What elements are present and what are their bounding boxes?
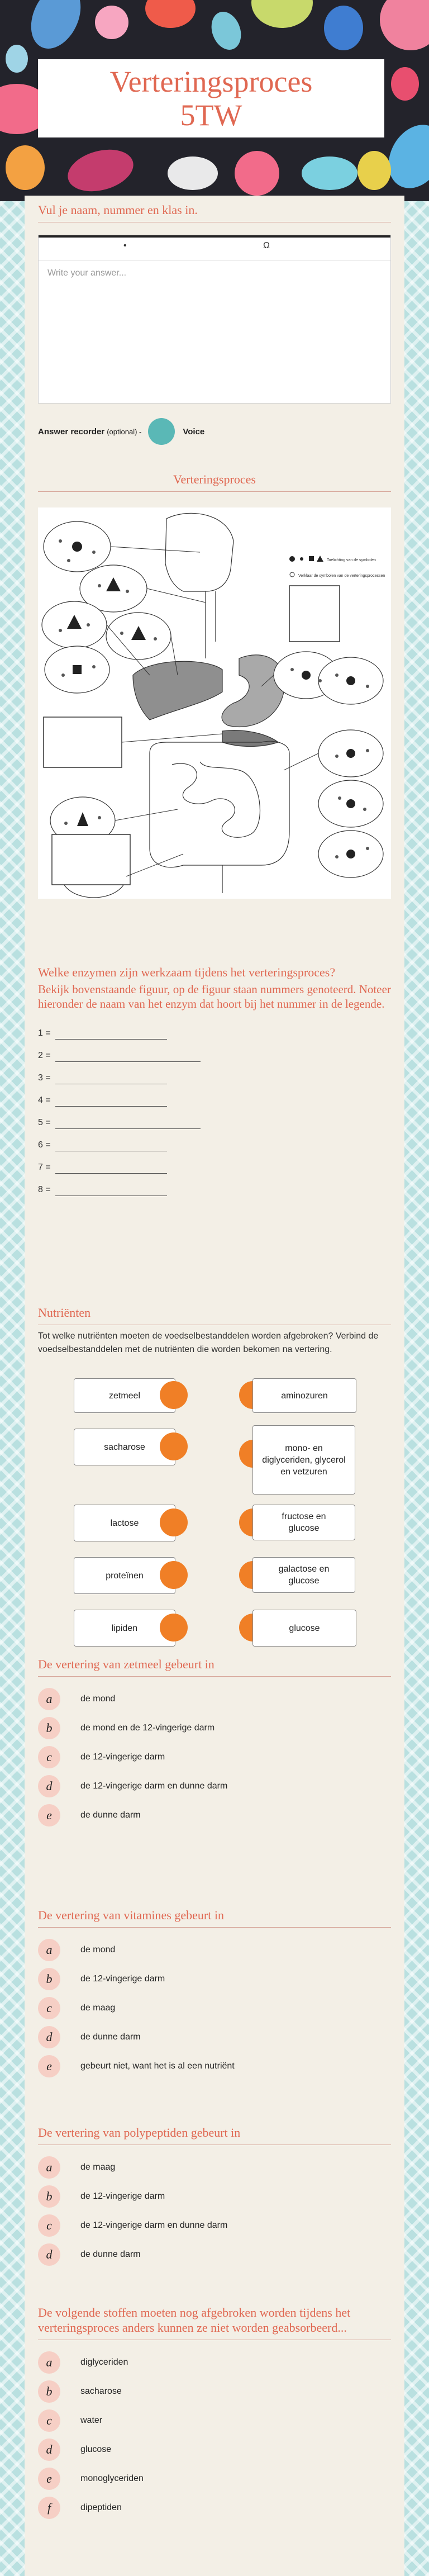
match-left-lactose[interactable]: lactose bbox=[74, 1505, 175, 1541]
enzyme-blank[interactable] bbox=[55, 1183, 167, 1196]
option-e[interactable] bbox=[38, 2052, 391, 2081]
name-section-title: Vul je naam, nummer en klas in. bbox=[38, 202, 391, 222]
decor-blob bbox=[324, 6, 363, 50]
option-c[interactable] bbox=[38, 1743, 391, 1772]
enzyme-line bbox=[38, 1134, 391, 1156]
label-box-2 bbox=[52, 834, 130, 885]
match-left-lipiden[interactable]: lipiden bbox=[74, 1610, 175, 1647]
option-letter: b bbox=[38, 2185, 60, 2208]
option-letter: f bbox=[38, 2497, 60, 2519]
enzyme-blank[interactable] bbox=[55, 1116, 201, 1129]
decor-blob bbox=[251, 0, 313, 28]
enzymes-section bbox=[38, 965, 391, 1201]
enzyme-line bbox=[38, 1067, 391, 1089]
answer-placeholder: Write your answer... bbox=[47, 268, 127, 278]
match-dot-left[interactable] bbox=[160, 1432, 188, 1460]
decor-blob bbox=[380, 0, 429, 50]
decor-blob bbox=[145, 0, 196, 28]
option-letter: a bbox=[38, 1688, 60, 1710]
option-list bbox=[38, 1685, 391, 1830]
option-b[interactable] bbox=[38, 1965, 391, 1994]
match-dot-left[interactable] bbox=[160, 1561, 188, 1589]
enzyme-line-label: 8 = bbox=[38, 1185, 51, 1194]
match-dot-left[interactable] bbox=[160, 1381, 188, 1409]
enzyme-line-label: 6 = bbox=[38, 1140, 51, 1150]
question-vitamines bbox=[38, 1908, 391, 2081]
decor-blob bbox=[391, 67, 419, 101]
nutrients-text: Tot welke nutriënten moeten de voedselbestanddelen worden afgebroken? Verbind de voedselbestanddelen met de nutriënten die worden bekomen na vertering. bbox=[38, 1331, 379, 1354]
enzyme-line-label: 5 = bbox=[38, 1118, 51, 1127]
option-c[interactable] bbox=[38, 1994, 391, 2023]
digestion-diagram-svg bbox=[38, 507, 391, 899]
worksheet-paper bbox=[25, 196, 404, 2576]
option-d[interactable] bbox=[38, 1772, 391, 1801]
option-c[interactable] bbox=[38, 2406, 391, 2435]
option-letter: d bbox=[38, 2439, 60, 2461]
liver bbox=[133, 661, 222, 720]
enzyme-blank[interactable] bbox=[55, 1071, 167, 1084]
option-letter: e bbox=[38, 2055, 60, 2077]
option-letter: c bbox=[38, 1997, 60, 2019]
name-section bbox=[38, 202, 391, 445]
option-text: monoglyceriden bbox=[80, 2474, 144, 2483]
decor-blob bbox=[358, 151, 391, 190]
match-dot-left[interactable] bbox=[160, 1508, 188, 1536]
option-text: de mond bbox=[80, 1694, 116, 1704]
stomach bbox=[222, 655, 284, 727]
digestion-diagram bbox=[38, 507, 391, 899]
match-dot-left[interactable] bbox=[160, 1614, 188, 1642]
enzyme-blank[interactable] bbox=[55, 1161, 167, 1174]
answer-toolbar bbox=[39, 235, 390, 260]
option-text: de mond bbox=[80, 1945, 116, 1954]
option-letter: e bbox=[38, 1804, 60, 1827]
answer-recorder bbox=[38, 418, 391, 445]
option-f[interactable] bbox=[38, 2493, 391, 2522]
option-e[interactable] bbox=[38, 1801, 391, 1830]
enzyme-line bbox=[38, 1022, 391, 1045]
option-text: de dunne darm bbox=[80, 2250, 141, 2259]
name-answer-box[interactable] bbox=[38, 235, 391, 404]
enzyme-line bbox=[38, 1179, 391, 1201]
process-section-title: Verteringsproces bbox=[38, 472, 391, 492]
option-a[interactable] bbox=[38, 1935, 391, 1965]
option-b[interactable] bbox=[38, 2182, 391, 2211]
option-text: glucose bbox=[80, 2445, 112, 2454]
question-title: De vertering van vitamines gebeurt in bbox=[38, 1908, 391, 1928]
option-a[interactable] bbox=[38, 2348, 391, 2377]
option-letter: b bbox=[38, 1717, 60, 1739]
match-left-proteinen[interactable]: proteïnen bbox=[74, 1557, 175, 1594]
option-letter: e bbox=[38, 2468, 60, 2490]
enzyme-line bbox=[38, 1089, 391, 1112]
matching-area bbox=[25, 1378, 404, 1669]
large-intestine bbox=[150, 741, 289, 867]
decor-blob bbox=[21, 0, 90, 56]
decor-blob bbox=[235, 151, 279, 196]
header-banner bbox=[0, 0, 429, 201]
option-letter: a bbox=[38, 2351, 60, 2374]
option-letter: d bbox=[38, 2026, 60, 2048]
option-text: de 12-vingerige darm en dunne darm bbox=[80, 2221, 228, 2230]
option-letter: b bbox=[38, 2380, 60, 2403]
match-right-galactose-glucose[interactable]: galactose en glucose bbox=[252, 1557, 355, 1593]
option-b[interactable] bbox=[38, 1714, 391, 1743]
option-letter: c bbox=[38, 1746, 60, 1768]
option-text: de maag bbox=[80, 2003, 116, 2013]
match-right-aminozuren[interactable]: aminozuren bbox=[252, 1378, 356, 1413]
option-text: de mond en de 12-vingerige darm bbox=[80, 1723, 215, 1733]
title-card bbox=[38, 59, 384, 137]
small-intestine bbox=[172, 762, 260, 837]
enzyme-lines bbox=[38, 1022, 391, 1201]
decor-blob bbox=[6, 45, 28, 73]
recorder-optional: (optional) - bbox=[107, 427, 142, 436]
match-left-zetmeel[interactable]: zetmeel bbox=[74, 1378, 175, 1413]
enzyme-line-label: 4 = bbox=[38, 1095, 51, 1105]
decor-blob bbox=[95, 6, 128, 39]
match-left-sacharose[interactable]: sacharose bbox=[74, 1429, 175, 1465]
option-text: water bbox=[80, 2416, 103, 2425]
option-letter: a bbox=[38, 1939, 60, 1961]
option-text: gebeurt niet, want het is al een nutriënt bbox=[80, 2061, 235, 2071]
process-section bbox=[38, 472, 391, 492]
decor-blob bbox=[63, 143, 138, 198]
question-polypeptiden bbox=[38, 2125, 391, 2269]
option-text: dipeptiden bbox=[80, 2503, 122, 2512]
bullet-list-button[interactable]: • bbox=[123, 241, 127, 250]
legend-subtitle: Verklaar de symbolen van de verteringsprocessen bbox=[298, 574, 385, 578]
option-text: de dunne darm bbox=[80, 1810, 141, 1820]
page-title-line2: 5TW bbox=[180, 98, 242, 132]
option-letter: d bbox=[38, 2243, 60, 2266]
enzyme-blank[interactable] bbox=[55, 1094, 167, 1107]
enzyme-blank[interactable] bbox=[55, 1027, 167, 1040]
match-right-glucose[interactable]: glucose bbox=[252, 1610, 356, 1647]
option-text: de 12-vingerige darm en dunne darm bbox=[80, 1781, 228, 1791]
enzyme-line bbox=[38, 1045, 391, 1067]
enzyme-line-label: 1 = bbox=[38, 1028, 51, 1038]
option-letter: c bbox=[38, 2409, 60, 2432]
option-letter: a bbox=[38, 2156, 60, 2179]
option-b[interactable] bbox=[38, 2377, 391, 2406]
pancreas bbox=[222, 730, 278, 747]
match-right-fructose-glucose[interactable]: fructose en glucose bbox=[252, 1505, 355, 1540]
nutrients-title: Nutriënten bbox=[38, 1305, 391, 1325]
option-e[interactable] bbox=[38, 2464, 391, 2493]
option-text: de 12-vingerige darm bbox=[80, 2191, 165, 2201]
enzyme-line bbox=[38, 1112, 391, 1134]
label-box-1 bbox=[44, 717, 122, 767]
option-d[interactable] bbox=[38, 2240, 391, 2269]
question-zetmeel bbox=[38, 1657, 391, 1830]
option-letter: c bbox=[38, 2214, 60, 2237]
option-text: sacharose bbox=[80, 2387, 122, 2396]
option-text: de 12-vingerige darm bbox=[80, 1974, 165, 1984]
option-d[interactable] bbox=[38, 2023, 391, 2052]
voice-record-button[interactable] bbox=[148, 418, 175, 445]
special-character-button[interactable]: Ω bbox=[263, 241, 270, 250]
enzyme-line-label: 7 = bbox=[38, 1163, 51, 1172]
option-text: de dunne darm bbox=[80, 2032, 141, 2042]
enzyme-line-label: 3 = bbox=[38, 1073, 51, 1083]
option-list bbox=[38, 2153, 391, 2269]
option-text: diglyceriden bbox=[80, 2357, 128, 2367]
question-title: De vertering van polypeptiden gebeurt in bbox=[38, 2125, 391, 2145]
enzyme-blank[interactable] bbox=[55, 1049, 201, 1062]
option-a[interactable] bbox=[38, 2153, 391, 2182]
question-title: De volgende stoffen moeten nog afgebroken worden tijdens het verteringsproces anders kunnen ze niet worden geabsorbeerd... bbox=[38, 2305, 391, 2340]
decor-blob bbox=[207, 8, 246, 54]
legend-title: Toelichting van de symbolen bbox=[327, 558, 376, 562]
question-title: De vertering van zetmeel gebeurt in bbox=[38, 1657, 391, 1677]
nutrients-section bbox=[38, 1305, 391, 1356]
enzyme-line bbox=[38, 1156, 391, 1179]
enzyme-line-label: 2 = bbox=[38, 1051, 51, 1060]
decor-blob bbox=[168, 156, 218, 190]
option-letter: d bbox=[38, 1775, 60, 1797]
decor-blob bbox=[6, 145, 45, 190]
option-d[interactable] bbox=[38, 2435, 391, 2464]
voice-label: Voice bbox=[183, 426, 205, 437]
recorder-label: Answer recorder bbox=[38, 426, 105, 437]
page-title-line1: Verteringsproces bbox=[109, 65, 313, 98]
option-c[interactable] bbox=[38, 2211, 391, 2240]
match-right-lipid-products[interactable]: mono- en diglyceriden, glycerol en vetzuren bbox=[252, 1425, 355, 1495]
option-letter: b bbox=[38, 1968, 60, 1990]
enzyme-blank[interactable] bbox=[55, 1138, 167, 1151]
decor-blob bbox=[302, 156, 358, 190]
enzymes-subtitle: Bekijk bovenstaande figuur, op de figuur staan nummers genoteerd. Noteer hieronder de naam van het enzym dat hoort bij het nummer in de legende. bbox=[38, 983, 391, 1011]
option-text: de maag bbox=[80, 2162, 116, 2172]
option-list bbox=[38, 2348, 391, 2522]
option-text: de 12-vingerige darm bbox=[80, 1752, 165, 1762]
question-afbraak bbox=[38, 2305, 391, 2522]
option-list bbox=[38, 1935, 391, 2081]
enzymes-title: Welke enzymen zijn werkzaam tijdens het verteringsproces? bbox=[38, 965, 336, 979]
option-a[interactable] bbox=[38, 1685, 391, 1714]
legend-box bbox=[289, 586, 340, 642]
page-title bbox=[38, 59, 384, 132]
